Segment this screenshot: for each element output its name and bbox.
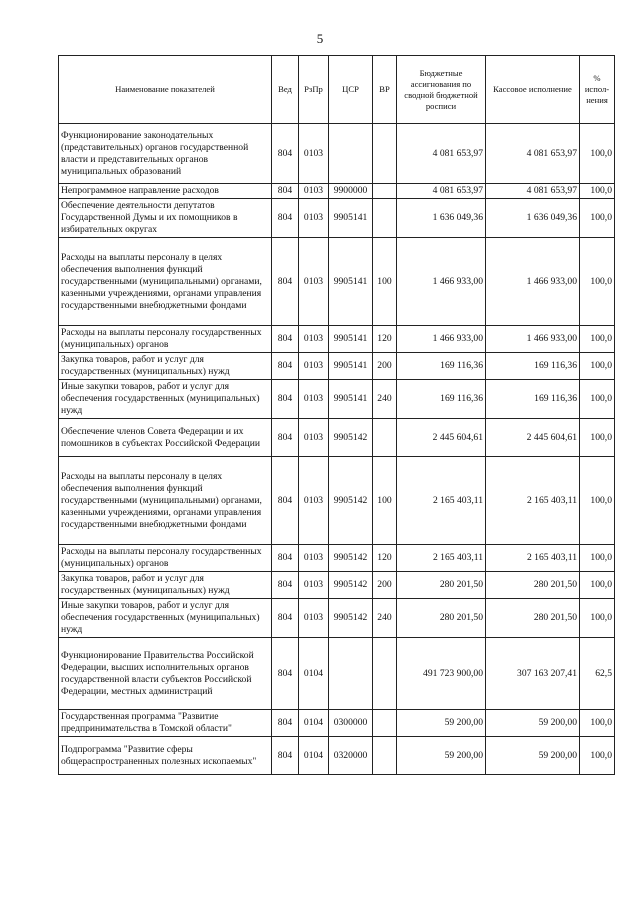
- row-pct: 100,0: [580, 737, 615, 775]
- table-row: [59, 199, 615, 238]
- row-vr: 200: [373, 353, 397, 380]
- row-name: Расходы на выплаты персоналу в целях обеспечения выполнения функций государственными (муниципальными) органами, казенными учреждениями, органами управления государственными внебюджетными фондами: [59, 238, 272, 326]
- header-csr: ЦСР: [329, 56, 373, 124]
- row-csr: 9905141: [329, 326, 373, 353]
- row-cash: 1 466 933,00: [486, 326, 580, 353]
- row-name: Иные закупки товаров, работ и услуг для обеспечения государственных (муниципальных) нужд: [59, 599, 272, 638]
- row-rzpr: 0103: [299, 326, 329, 353]
- header-name: Наименование показателей: [59, 56, 272, 124]
- row-budget: 169 116,36: [397, 353, 486, 380]
- row-rzpr: 0103: [299, 599, 329, 638]
- row-csr: 9905142: [329, 599, 373, 638]
- row-rzpr: 0104: [299, 737, 329, 775]
- row-ved: 804: [272, 353, 299, 380]
- row-name: Обеспечение деятельности депутатов Государственной Думы и их помощников в избирательных округах: [59, 199, 272, 238]
- budget-table: [58, 55, 615, 775]
- row-budget: 1 466 933,00: [397, 326, 486, 353]
- row-ved: 804: [272, 380, 299, 419]
- row-vr: 120: [373, 545, 397, 572]
- row-name: Расходы на выплаты персоналу государственных (муниципальных) органов: [59, 326, 272, 353]
- row-vr: 100: [373, 238, 397, 326]
- row-budget: 2 165 403,11: [397, 545, 486, 572]
- table-row: [59, 599, 615, 638]
- row-vr: 240: [373, 599, 397, 638]
- row-cash: 169 116,36: [486, 353, 580, 380]
- row-cash: 1 636 049,36: [486, 199, 580, 238]
- table-row: [59, 353, 615, 380]
- row-rzpr: 0103: [299, 238, 329, 326]
- row-budget: 4 081 653,97: [397, 124, 486, 184]
- table-row: [59, 238, 615, 326]
- row-vr: [373, 638, 397, 710]
- row-budget: 280 201,50: [397, 599, 486, 638]
- page-number: 5: [316, 31, 324, 46]
- row-cash: 169 116,36: [486, 380, 580, 419]
- row-ved: 804: [272, 419, 299, 457]
- row-cash: 4 081 653,97: [486, 184, 580, 199]
- row-cash: 59 200,00: [486, 710, 580, 737]
- row-budget: 59 200,00: [397, 737, 486, 775]
- row-pct: 100,0: [580, 710, 615, 737]
- row-pct: 100,0: [580, 419, 615, 457]
- row-cash: 280 201,50: [486, 599, 580, 638]
- row-ved: 804: [272, 184, 299, 199]
- row-vr: 100: [373, 457, 397, 545]
- table-body: [59, 124, 615, 775]
- row-pct: 100,0: [580, 545, 615, 572]
- table-row: [59, 380, 615, 419]
- row-csr: 9905142: [329, 572, 373, 599]
- row-cash: 280 201,50: [486, 572, 580, 599]
- row-csr: 9905142: [329, 457, 373, 545]
- row-pct: 100,0: [580, 184, 615, 199]
- row-ved: 804: [272, 710, 299, 737]
- row-vr: [373, 710, 397, 737]
- row-name: Иные закупки товаров, работ и услуг для обеспечения государственных (муниципальных) нужд: [59, 380, 272, 419]
- row-cash: 2 445 604,61: [486, 419, 580, 457]
- row-name: Государственная программа "Развитие предпринимательства в Томской области": [59, 710, 272, 737]
- row-pct: 100,0: [580, 238, 615, 326]
- row-rzpr: 0103: [299, 199, 329, 238]
- row-ved: 804: [272, 124, 299, 184]
- row-rzpr: 0103: [299, 572, 329, 599]
- row-ved: 804: [272, 238, 299, 326]
- table-row: [59, 638, 615, 710]
- row-rzpr: 0103: [299, 353, 329, 380]
- row-rzpr: 0103: [299, 419, 329, 457]
- row-budget: 280 201,50: [397, 572, 486, 599]
- row-rzpr: 0103: [299, 380, 329, 419]
- row-name: Расходы на выплаты персоналу государственных (муниципальных) органов: [59, 545, 272, 572]
- table-row: [59, 572, 615, 599]
- row-rzpr: 0104: [299, 710, 329, 737]
- table-row: [59, 457, 615, 545]
- row-ved: 804: [272, 599, 299, 638]
- row-pct: 100,0: [580, 199, 615, 238]
- row-pct: 62,5: [580, 638, 615, 710]
- row-name: Расходы на выплаты персоналу в целях обеспечения выполнения функций государственными (муниципальными) органами, казенными учреждениями, органами управления государственными внебюджетными фондами: [59, 457, 272, 545]
- row-ved: 804: [272, 457, 299, 545]
- row-csr: 9905141: [329, 238, 373, 326]
- row-ved: 804: [272, 545, 299, 572]
- row-ved: 804: [272, 638, 299, 710]
- header-budget: Бюджетные ассигнования по сводной бюджетной росписи: [397, 56, 486, 124]
- row-ved: 804: [272, 326, 299, 353]
- row-pct: 100,0: [580, 457, 615, 545]
- row-csr: 9900000: [329, 184, 373, 199]
- table-row: [59, 326, 615, 353]
- row-name: Непрограммное направление расходов: [59, 184, 272, 199]
- header-rzpr: РзПр: [299, 56, 329, 124]
- row-vr: [373, 124, 397, 184]
- row-budget: 2 445 604,61: [397, 419, 486, 457]
- header-cash: Кассовое исполнение: [486, 56, 580, 124]
- row-rzpr: 0103: [299, 184, 329, 199]
- row-vr: 200: [373, 572, 397, 599]
- row-ved: 804: [272, 572, 299, 599]
- row-ved: 804: [272, 199, 299, 238]
- row-name: Функционирование Правительства Российской Федерации, высших исполнительных органов государственной власти субъектов Российской Федерации, местных администраций: [59, 638, 272, 710]
- row-pct: 100,0: [580, 380, 615, 419]
- row-cash: 307 163 207,41: [486, 638, 580, 710]
- row-csr: 9905142: [329, 545, 373, 572]
- row-cash: 2 165 403,11: [486, 545, 580, 572]
- row-cash: 4 081 653,97: [486, 124, 580, 184]
- row-name: Подпрограмма "Развитие сферы общераспространенных полезных ископаемых": [59, 737, 272, 775]
- row-vr: [373, 737, 397, 775]
- row-vr: 120: [373, 326, 397, 353]
- table-header-row: [59, 56, 615, 124]
- row-vr: [373, 419, 397, 457]
- table-row: [59, 545, 615, 572]
- header-pct: % испол-нения: [580, 56, 615, 124]
- row-cash: 2 165 403,11: [486, 457, 580, 545]
- table-row: [59, 419, 615, 457]
- header-vr: ВР: [373, 56, 397, 124]
- row-pct: 100,0: [580, 572, 615, 599]
- row-pct: 100,0: [580, 353, 615, 380]
- table-row: [59, 710, 615, 737]
- row-budget: 1 636 049,36: [397, 199, 486, 238]
- row-pct: 100,0: [580, 599, 615, 638]
- row-pct: 100,0: [580, 326, 615, 353]
- row-csr: [329, 124, 373, 184]
- row-vr: [373, 184, 397, 199]
- row-ved: 804: [272, 737, 299, 775]
- row-budget: 4 081 653,97: [397, 184, 486, 199]
- row-csr: 0300000: [329, 710, 373, 737]
- row-pct: 100,0: [580, 124, 615, 184]
- row-csr: [329, 638, 373, 710]
- row-vr: [373, 199, 397, 238]
- row-vr: 240: [373, 380, 397, 419]
- row-cash: 1 466 933,00: [486, 238, 580, 326]
- row-name: Обеспечение членов Совета Федерации и их помошников в субъектах Российской Федерации: [59, 419, 272, 457]
- row-budget: 1 466 933,00: [397, 238, 486, 326]
- row-cash: 59 200,00: [486, 737, 580, 775]
- row-name: Функционирование законодательных (представительных) органов государственной власти и представительных органов муниципальных образований: [59, 124, 272, 184]
- row-name: Закупка товаров, работ и услуг для государственных (муниципальных) нужд: [59, 572, 272, 599]
- table-row: [59, 737, 615, 775]
- table-row: [59, 124, 615, 184]
- row-csr: 0320000: [329, 737, 373, 775]
- row-budget: 2 165 403,11: [397, 457, 486, 545]
- row-budget: 169 116,36: [397, 380, 486, 419]
- row-rzpr: 0104: [299, 638, 329, 710]
- row-rzpr: 0103: [299, 545, 329, 572]
- row-csr: 9905141: [329, 353, 373, 380]
- row-csr: 9905141: [329, 380, 373, 419]
- row-rzpr: 0103: [299, 457, 329, 545]
- row-csr: 9905142: [329, 419, 373, 457]
- row-rzpr: 0103: [299, 124, 329, 184]
- row-budget: 59 200,00: [397, 710, 486, 737]
- table-row: [59, 184, 615, 199]
- row-budget: 491 723 900,00: [397, 638, 486, 710]
- row-name: Закупка товаров, работ и услуг для государственных (муниципальных) нужд: [59, 353, 272, 380]
- row-csr: 9905141: [329, 199, 373, 238]
- header-ved: Вед: [272, 56, 299, 124]
